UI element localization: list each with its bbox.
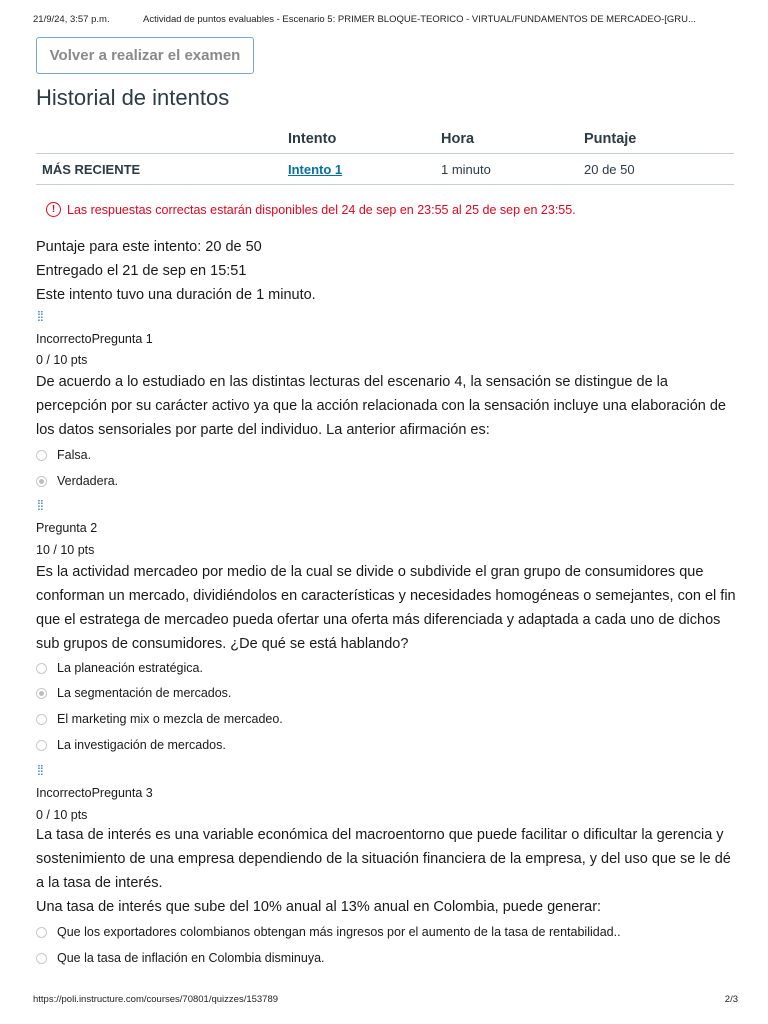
attempt-summary — [36, 235, 316, 307]
drag-handle-icon[interactable]: ⁞⁞ — [37, 762, 43, 778]
warning-circle-icon: ! — [46, 202, 61, 217]
radio-button[interactable] — [36, 663, 47, 674]
attempt-score: 20 de 50 — [584, 154, 734, 185]
question-3-text — [36, 823, 741, 919]
radio-button-selected[interactable] — [36, 688, 47, 699]
column-header-time: Hora — [441, 124, 584, 154]
question-2-answer-2[interactable] — [36, 686, 231, 700]
attempt-history-title: Historial de intentos — [36, 85, 230, 110]
print-footer — [33, 994, 738, 1005]
question-1-answer-2[interactable] — [36, 474, 118, 488]
question-2-answer-4[interactable] — [36, 738, 226, 752]
drag-handle-icon[interactable]: ⁞⁞ — [37, 497, 43, 513]
answer-label: El marketing mix o mezcla de mercadeo. — [57, 712, 283, 726]
question-2-answer-1[interactable] — [36, 661, 203, 675]
attempt-submitted-line: Entregado el 21 de sep en 15:51 — [36, 263, 247, 279]
table-row — [36, 154, 734, 185]
answer-label: La segmentación de mercados. — [57, 686, 232, 700]
answer-label: La investigación de mercados. — [57, 738, 226, 752]
answer-label: Verdadera. — [57, 474, 119, 488]
column-header-label — [36, 124, 288, 154]
answers-availability-notice — [46, 202, 576, 217]
table-header-row — [36, 124, 734, 154]
print-header — [33, 14, 738, 25]
attempt-link[interactable]: Intento 1 — [288, 161, 343, 177]
radio-button[interactable] — [36, 714, 47, 725]
column-header-score: Puntaje — [584, 124, 734, 154]
answer-label: Que los exportadores colombianos obtengan más ingresos por el aumento de la tasa de rentabilidad.. — [57, 925, 621, 939]
print-title: Actividad de puntos evaluables - Escenario 5: PRIMER BLOQUE-TEORICO - VIRTUAL/FUNDAMENTOS DE MERCADEO-[GRU... — [143, 14, 696, 25]
most-recent-label: MÁS RECIENTE — [36, 154, 288, 185]
question-2-label: Pregunta 2 — [36, 521, 98, 535]
question-3-text-paragraph-2: Una tasa de interés que sube del 10% anual al 13% anual en Colombia, puede generar: — [36, 899, 602, 915]
radio-button-selected[interactable] — [36, 476, 47, 487]
answer-label: Falsa. — [57, 448, 92, 462]
drag-handle-icon[interactable]: ⁞⁞ — [37, 308, 43, 324]
question-1-text: De acuerdo a lo estudiado en las distintas lecturas del escenario 4, la sensación se distingue de la percepción por su carácter activo ya que la acción relacionada con la sensación incluye una elaboración de los datos sensoriales por parte del individuo. La anterior afirmación es: — [36, 374, 726, 438]
answer-label: La planeación estratégica. — [57, 661, 203, 675]
question-2-answer-3[interactable] — [36, 712, 283, 726]
question-2-points: 10 / 10 pts — [36, 543, 95, 557]
page-number: 2/3 — [724, 994, 738, 1005]
question-2-text: Es la actividad mercadeo por medio de la cual se divide o subdivide el gran grupo de consumidores que conforman un mercado, dividiéndolos en características y necesidades homogéneas o semejantes, con el fin que el estratega de mercadeo pueda ofertar una oferta más diferenciada y adaptada a cada uno de dichos sub grupos de consumidores. ¿De qué se está hablando? — [36, 564, 736, 652]
question-1-label: IncorrectoPregunta 1 — [36, 332, 153, 346]
question-3-answer-2[interactable] — [36, 951, 325, 965]
attempt-time: 1 minuto — [441, 154, 584, 185]
question-3-points: 0 / 10 pts — [36, 808, 88, 822]
attempt-duration-line: Este intento tuvo una duración de 1 minuto. — [36, 287, 316, 303]
radio-button[interactable] — [36, 450, 47, 461]
question-3-label: IncorrectoPregunta 3 — [36, 786, 153, 800]
print-date: 21/9/24, 3:57 p.m. — [33, 14, 110, 25]
retake-quiz-button[interactable]: Volver a realizar el examen — [36, 37, 254, 74]
radio-button[interactable] — [36, 740, 47, 751]
question-1-points: 0 / 10 pts — [36, 353, 88, 367]
attempt-score-line: Puntaje para este intento: 20 de 50 — [36, 239, 262, 255]
answer-label: Que la tasa de inflación en Colombia disminuya. — [57, 951, 325, 965]
question-1-answer-1[interactable] — [36, 448, 91, 462]
question-3-text-paragraph-1: La tasa de interés es una variable económica del macroentorno que puede facilitar o dificultar la gerencia y sostenimiento de una empresa dependiendo de la situación financiera de la empresa, y del uso que se le dé a la tasa de interés. — [36, 827, 731, 891]
attempt-history-table — [36, 124, 734, 185]
question-3-answer-1[interactable] — [36, 925, 621, 939]
radio-button[interactable] — [36, 927, 47, 938]
column-header-attempt: Intento — [288, 124, 441, 154]
print-url: https://poli.instructure.com/courses/70801/quizzes/153789 — [33, 994, 279, 1005]
radio-button[interactable] — [36, 953, 47, 964]
notice-text: Las respuestas correctas estarán disponibles del 24 de sep en 23:55 al 25 de sep en 23:55. — [67, 202, 576, 217]
